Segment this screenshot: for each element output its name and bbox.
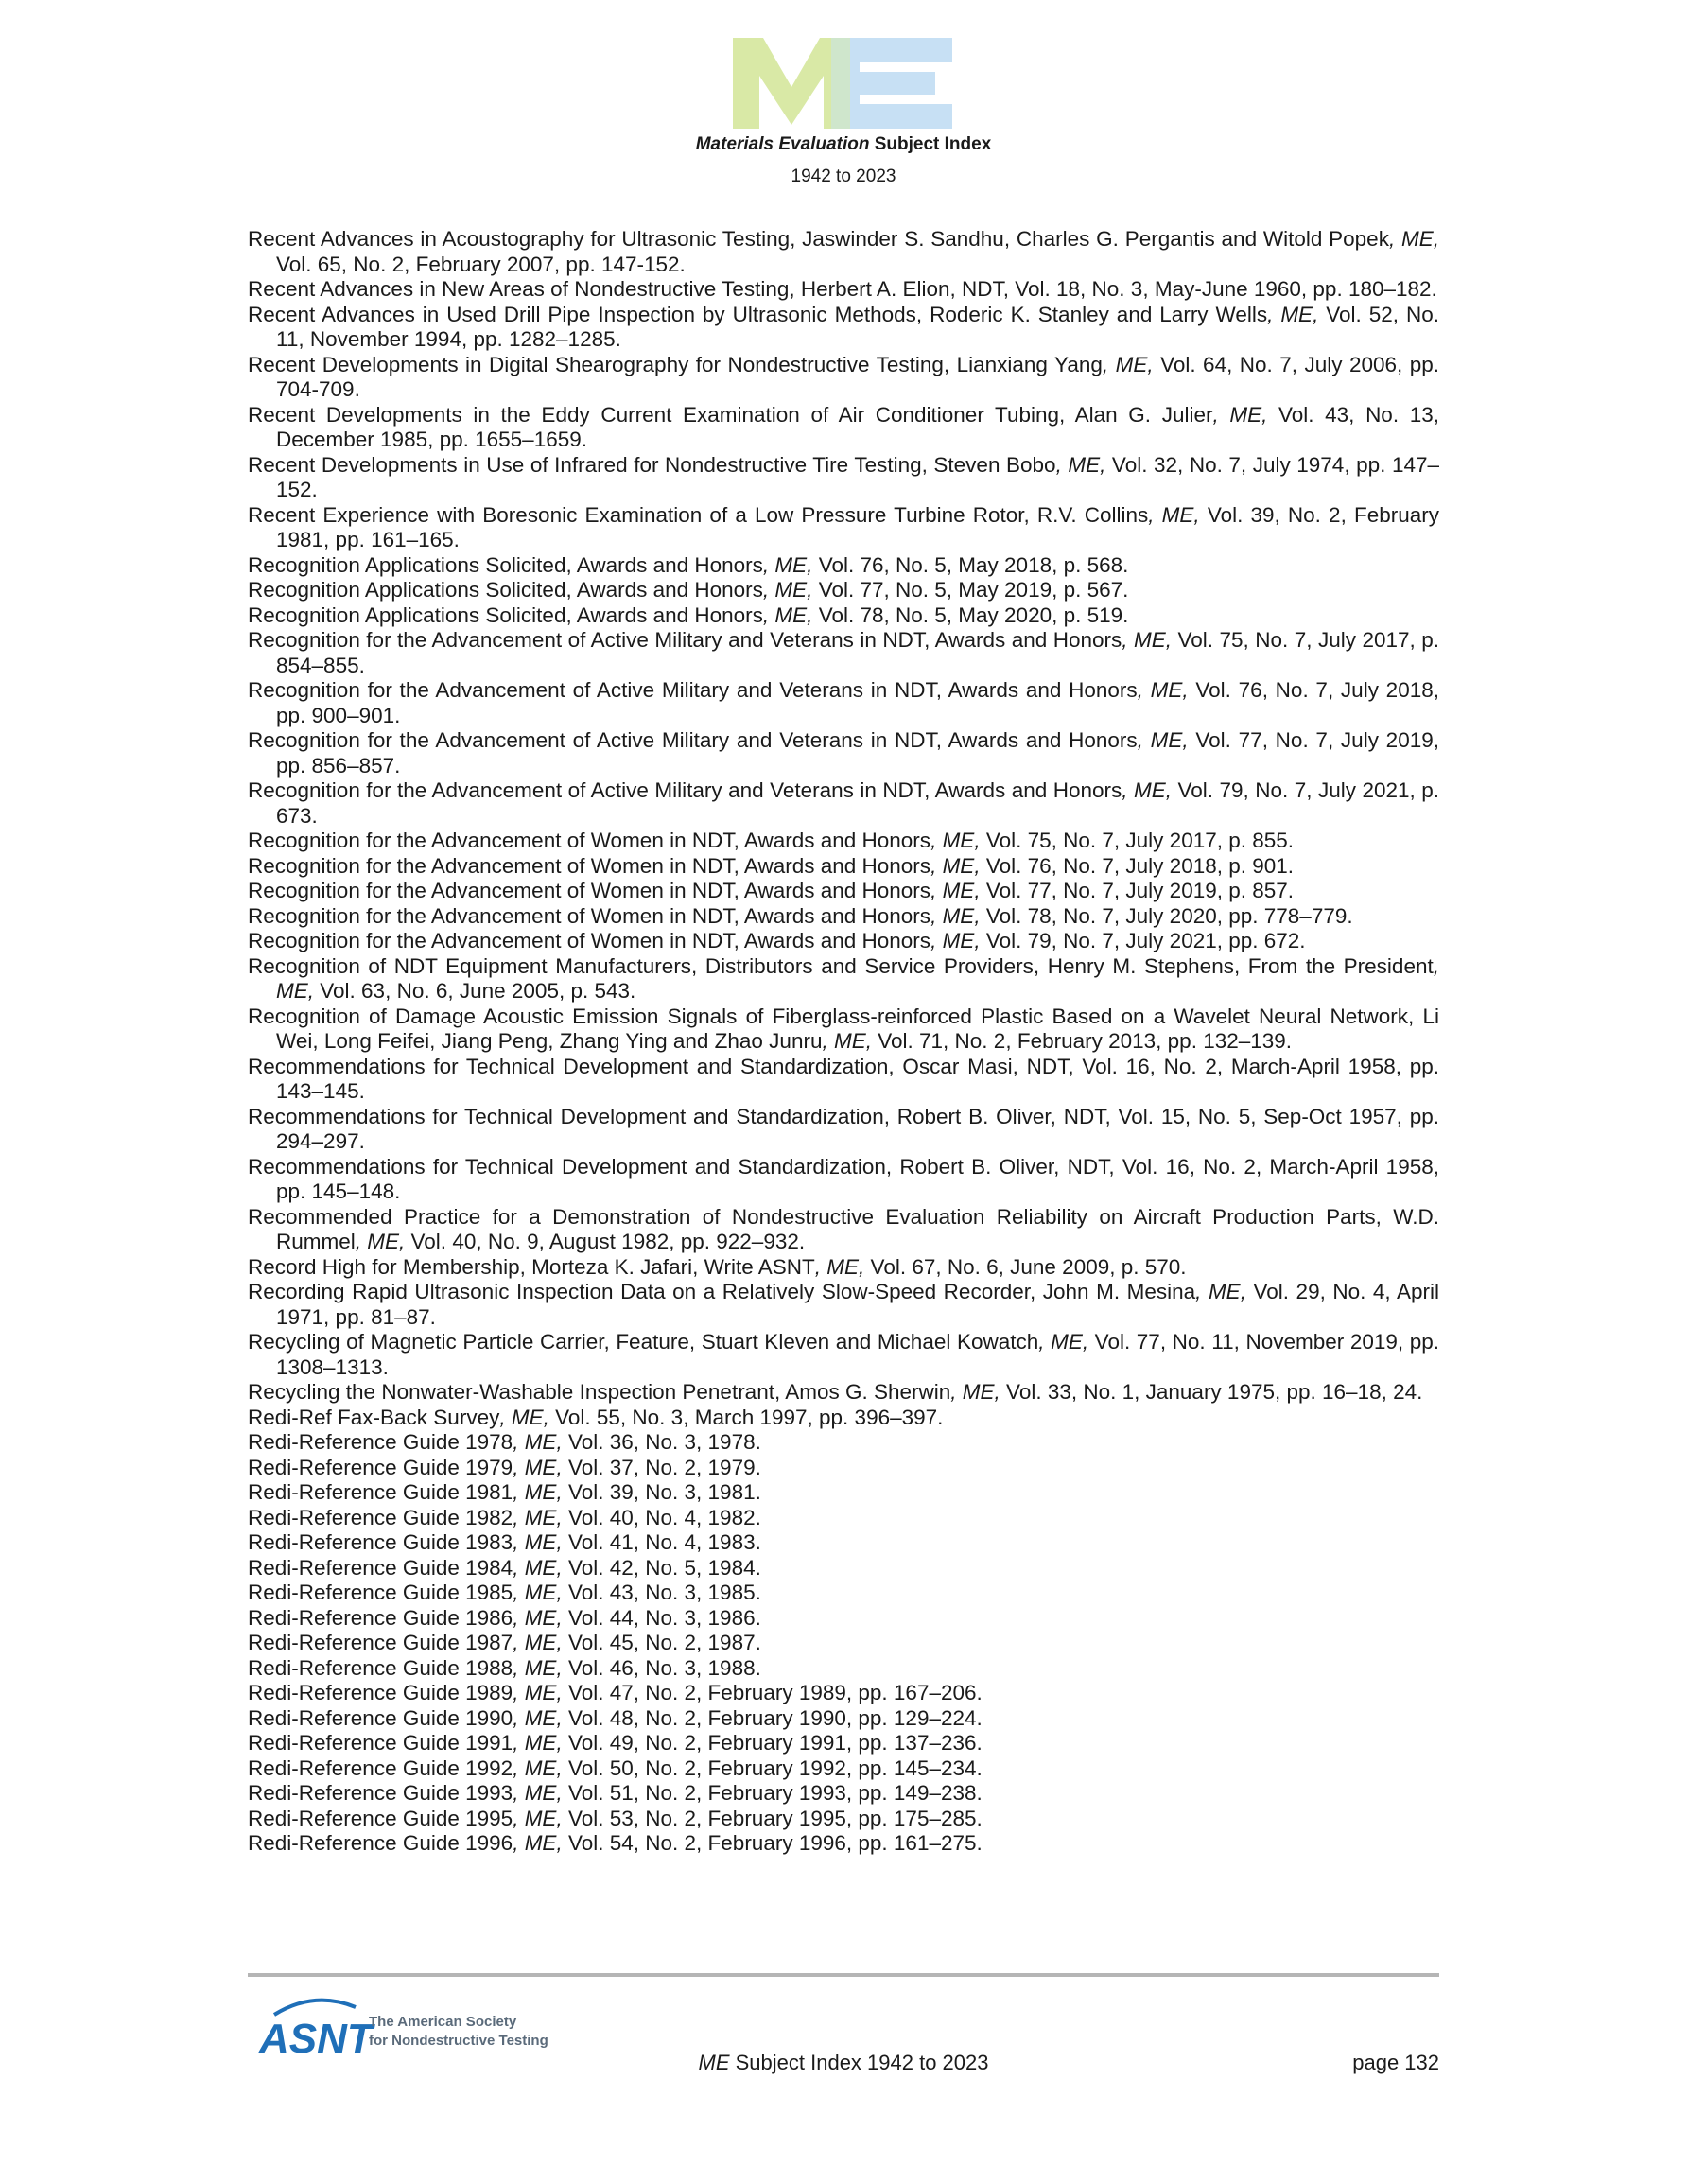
index-entry: Recent Developments in Use of Infrared for Nondestructive Tire Testing, Steven Bobo, ME, Vol. 32, No. 7, July 1974, pp. 147–152.	[248, 452, 1440, 501]
index-entry: Recognition for the Advancement of Active Military and Veterans in NDT, Awards and Honors, ME, Vol. 76, No. 7, July 2018, pp. 900–901.	[248, 678, 1439, 727]
index-entry: Redi-Reference Guide 1982, ME, Vol. 40, No. 4, 1982.	[248, 1505, 761, 1529]
index-entry: Recycling of Magnetic Particle Carrier, Feature, Stuart Kleven and Michael Kowatch, ME, Vol. 77, No. 11, November 2019, pp. 1308–1313.	[248, 1330, 1439, 1379]
svg-text:The American Society: The American Society	[369, 2014, 517, 2030]
index-entry: Recognition Applications Solicited, Awards and Honors, ME, Vol. 78, No. 5, May 2020, p. 519.	[248, 603, 1129, 627]
index-entry: Recognition Applications Solicited, Awards and Honors, ME, Vol. 77, No. 5, May 2019, p. 567.	[248, 578, 1129, 602]
index-entry: Recent Developments in Digital Shearography for Nondestructive Testing, Lianxiang Yang, ME, Vol. 64, No. 7, July 2006, pp. 704-709.	[248, 352, 1439, 401]
index-entry: Recent Advances in Used Drill Pipe Inspection by Ultrasonic Methods, Roderic K. Stanley and Larry Wells, ME, Vol. 52, No. 11, November 1994, pp. 1282–1285.	[248, 302, 1440, 351]
index-entry: Recognition of Damage Acoustic Emission Signals of Fiberglass-reinforced Plastic Based on a Wavelet Neural Network, Li Wei, Long Feifei, Jiang Peng, Zhang Ying and Zhao Junru, ME, Vol. 71, No. 2, February 2013, pp. 132–139.	[248, 1004, 1439, 1053]
index-entry: Redi-Reference Guide 1984, ME, Vol. 42, No. 5, 1984.	[248, 1555, 761, 1580]
index-entry: Redi-Reference Guide 1993, ME, Vol. 51, No. 2, February 1993, pp. 149–238.	[248, 1781, 983, 1805]
index-entry: Recognition for the Advancement of Women in NDT, Awards and Honors, ME, Vol. 79, No. 7, July 2021, pp. 672.	[248, 929, 1306, 952]
page-number: page 132	[1352, 2051, 1439, 2074]
index-entry: Recognition for the Advancement of Active Military and Veterans in NDT, Awards and Honors, ME, Vol. 77, No. 7, July 2019, pp. 856–857.	[248, 728, 1439, 778]
index-entry: Redi-Reference Guide 1996, ME, Vol. 54, No. 2, February 1996, pp. 161–275.	[248, 1831, 983, 1855]
index-entry: Redi-Reference Guide 1981, ME, Vol. 39, No. 3, 1981.	[248, 1480, 761, 1504]
index-entry: Redi-Ref Fax-Back Survey, ME, Vol. 55, No. 3, March 1997, pp. 396–397.	[248, 1405, 944, 1429]
index-entry: Recognition for the Advancement of Active Military and Veterans in NDT, Awards and Honors, ME, Vol. 79, No. 7, July 2021, p. 673.	[248, 778, 1439, 828]
index-entry: Redi-Reference Guide 1979, ME, Vol. 37, No. 2, 1979.	[248, 1455, 761, 1479]
index-entry: Recognition for the Advancement of Women in NDT, Awards and Honors, ME, Vol. 78, No. 7, July 2020, pp. 778–779.	[248, 903, 1353, 928]
svg-text:ASNT: ASNT	[259, 2016, 373, 2062]
index-entry: Recommendations for Technical Development and Standardization, Robert B. Oliver, NDT, Vol. 15, No. 5, Sep-Oct 1957, pp. 294–297.	[248, 1104, 1439, 1153]
index-entry: Recommendations for Technical Development and Standardization, Oscar Masi, NDT, Vol. 16, No. 2, March-April 1958, pp. 143–145.	[248, 1054, 1439, 1103]
index-entry: Recognition for the Advancement of Active Military and Veterans in NDT, Awards and Honors, ME, Vol. 75, No. 7, July 2017, p. 854–855.	[248, 628, 1439, 677]
index-entry: Redi-Reference Guide 1988, ME, Vol. 46, No. 3, 1988.	[248, 1655, 761, 1680]
index-entry: Recent Advances in Acoustography for Ultrasonic Testing, Jaswinder S. Sandhu, Charles G. Pergantis and Witold Popek, ME, Vol. 65, No. 2, February 2007, pp. 147-152.	[248, 227, 1439, 276]
index-entry: Redi-Reference Guide 1986, ME, Vol. 44, No. 3, 1986.	[248, 1605, 761, 1630]
footer-rule	[248, 1973, 1439, 1977]
footer-title: ME Subject Index 1942 to 2023	[698, 2051, 989, 2074]
svg-text:for Nondestructive Testing: for Nondestructive Testing	[369, 2033, 548, 2049]
index-entry: Recognition for the Advancement of Women in NDT, Awards and Honors, ME, Vol. 77, No. 7, July 2019, p. 857.	[248, 879, 1295, 902]
index-entry: Redi-Reference Guide 1995, ME, Vol. 53, No. 2, February 1995, pp. 175–285.	[248, 1806, 983, 1830]
index-subtitle: 1942 to 2023	[791, 166, 896, 186]
index-entry: Redi-Reference Guide 1989, ME, Vol. 47, No. 2, February 1989, pp. 167–206.	[248, 1681, 983, 1704]
index-entry: Record High for Membership, Morteza K. Jafari, Write ASNT, ME, Vol. 67, No. 6, June 2009, p. 570.	[248, 1254, 1187, 1279]
index-title: Materials Evaluation Subject Index	[695, 134, 992, 154]
index-entry: Recognition of NDT Equipment Manufacturers, Distributors and Service Providers, Henry M. Stephens, From the President, ME, Vol. 63, No. 6, June 2005, p. 543.	[248, 953, 1439, 1003]
index-entry: Redi-Reference Guide 1991, ME, Vol. 49, No. 2, February 1991, pp. 137–236.	[248, 1731, 983, 1755]
index-entry: Recent Developments in the Eddy Current Examination of Air Conditioner Tubing, Alan G. Julier, ME, Vol. 43, No. 13, December 1985, pp. 1655–1659.	[248, 402, 1439, 451]
index-entry: Redi-Reference Guide 1978, ME, Vol. 36, No. 3, 1978.	[248, 1430, 761, 1454]
index-entry: Recording Rapid Ultrasonic Inspection Data on a Relatively Slow-Speed Recorder, John M. Mesina, ME, Vol. 29, No. 4, April 1971, pp. 81–87.	[248, 1280, 1439, 1329]
index-entry: Recent Experience with Boresonic Examination of a Low Pressure Turbine Rotor, R.V. Collins, ME, Vol. 39, No. 2, February 1981, pp. 161–165.	[248, 502, 1439, 551]
index-entry: Redi-Reference Guide 1990, ME, Vol. 48, No. 2, February 1990, pp. 129–224.	[248, 1705, 983, 1730]
index-entries	[248, 227, 1439, 1857]
index-entry: Recent Advances in New Areas of Nondestructive Testing, Herbert A. Elion, NDT, Vol. 18, No. 3, May-June 1960, pp. 180–182.	[248, 277, 1437, 301]
index-entry: Recommendations for Technical Development and Standardization, Robert B. Oliver, NDT, Vol. 16, No. 2, March-April 1958, pp. 145–148.	[248, 1154, 1439, 1203]
index-entry: Redi-Reference Guide 1985, ME, Vol. 43, No. 3, 1985.	[248, 1581, 761, 1604]
index-entry: Recycling the Nonwater-Washable Inspection Penetrant, Amos G. Sherwin, ME, Vol. 33, No. 1, January 1975, pp. 16–18, 24.	[248, 1380, 1423, 1404]
me-logo	[733, 38, 952, 129]
index-entry: Redi-Reference Guide 1987, ME, Vol. 45, No. 2, 1987.	[248, 1631, 761, 1654]
index-entry: Recognition Applications Solicited, Awards and Honors, ME, Vol. 76, No. 5, May 2018, p. 568.	[248, 552, 1129, 577]
index-entry: Recognition for the Advancement of Women in NDT, Awards and Honors, ME, Vol. 75, No. 7, July 2017, p. 855.	[248, 829, 1295, 852]
index-entry: Recognition for the Advancement of Women in NDT, Awards and Honors, ME, Vol. 76, No. 7, July 2018, p. 901.	[248, 853, 1295, 878]
index-entry: Redi-Reference Guide 1992, ME, Vol. 50, No. 2, February 1992, pp. 145–234.	[248, 1756, 983, 1780]
index-entry: Redi-Reference Guide 1983, ME, Vol. 41, No. 4, 1983.	[248, 1530, 761, 1554]
index-entry: Recommended Practice for a Demonstration of Nondestructive Evaluation Reliability on Aircraft Production Parts, W.D. Rummel, ME, Vol. 40, No. 9, August 1982, pp. 922–932.	[248, 1204, 1439, 1253]
